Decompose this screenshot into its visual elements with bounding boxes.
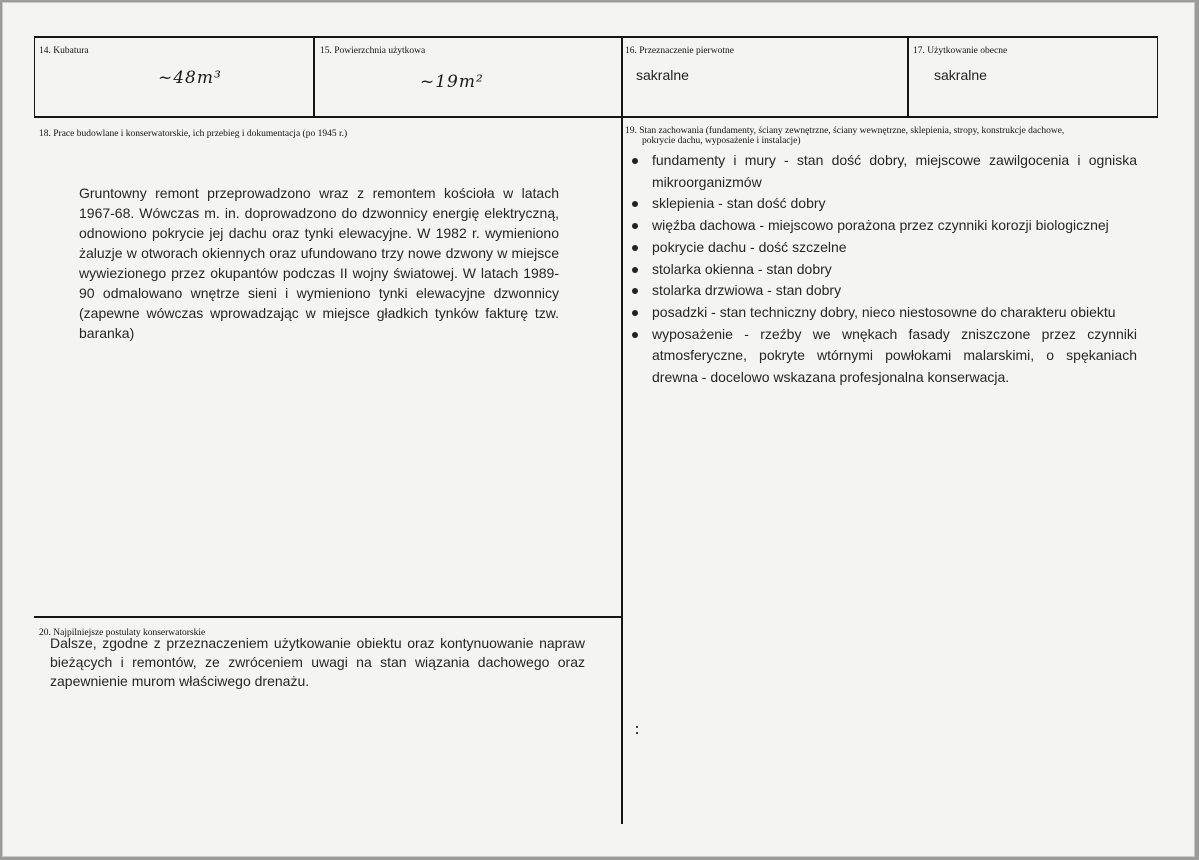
top-border bbox=[34, 36, 1158, 38]
field-16-label: 16. Przeznaczenie pierwotne bbox=[625, 46, 734, 56]
field-15-label: 15. Powierzchnia użytkowa bbox=[320, 46, 426, 56]
field-14-label: 14. Kubatura bbox=[39, 46, 89, 56]
divider-14-15 bbox=[313, 36, 315, 118]
condition-item: stolarka drzwiowa - stan dobry bbox=[632, 280, 1137, 302]
field-16-value: sakralne bbox=[636, 67, 689, 83]
outer-right-border bbox=[1157, 36, 1158, 118]
left-col-divider-row3 bbox=[34, 616, 622, 618]
field-18-label: 18. Prace budowlane i konserwatorskie, ich przebieg i dokumentacja (po 1945 r.) bbox=[39, 129, 348, 139]
bullet-icon bbox=[632, 332, 638, 338]
row1-bottom-border bbox=[34, 116, 1158, 118]
divider-16-17 bbox=[907, 36, 909, 118]
condition-item: więźba dachowa - miejscowo porażona przez czynniki korozji biologicznej bbox=[632, 215, 1137, 237]
field-15-value: ~19m² bbox=[420, 72, 484, 92]
field-17-label: 17. Użytkowanie obecne bbox=[913, 46, 1008, 56]
bullet-icon bbox=[632, 245, 638, 251]
bullet-icon bbox=[632, 267, 638, 273]
field-19-condition-list bbox=[632, 150, 1137, 389]
field-18-text: Gruntowny remont przeprowadzono wraz z remontem kościoła w latach 1967-68. Wówczas m. in. doprowadzono do dzwonnicy energię elektryczną, odnowiono pokrycie jej dachu oraz tynki elewacyjne. W 1982 r. wymieniono żaluzje w otworach okiennych oraz ufundowano trzy nowe dzwony w miejsce wywiezionego przez okupantów podczas II wojny światowej. W latach 1989-90 odmalowano wnętrze sieni i wymieniono tynki elewacyjne dzwonnicy (zapewne wówczas wprowadzając w miejsce gładkich tynków fakturę tzw. baranka) bbox=[79, 185, 559, 341]
condition-item: fundamenty i mury - stan dość dobry, miejscowe zawilgocenia i ogniska mikroorganizmów bbox=[632, 150, 1137, 193]
field-19-label-line2: pokrycie dachu, wyposażenie i instalacje) bbox=[642, 136, 801, 146]
bullet-icon bbox=[632, 288, 638, 294]
field-17-value: sakralne bbox=[934, 67, 987, 83]
field-20-text: Dalsze, zgodne z przeznaczeniem użytkowanie obiektu oraz kontynuowanie napraw bieżących i remontów, ze zwróceniem uwagi na stan wiązania dachowego oraz zapewnienie murom właściwego drenażu. bbox=[50, 635, 585, 689]
condition-item: pokrycie dachu - dość szczelne bbox=[632, 237, 1137, 259]
bullet-icon bbox=[632, 223, 638, 229]
outer-left-border bbox=[34, 36, 35, 118]
field-19-label-line1: 19. Stan zachowania (fundamenty, ściany zewnętrzne, ściany wewnętrzne, sklepienia, stropy, konstrukcje dachowe, bbox=[625, 126, 1065, 136]
center-divider bbox=[621, 36, 623, 824]
bullet-icon bbox=[632, 310, 638, 316]
condition-item: wyposażenie - rzeźby we wnękach fasady zniszczone przez czynniki atmosferyczne, pokryte wtórnymi powłokami malarskimi, o spękaniach drewna - docelowo wskazana profesjonalna konserwacja. bbox=[632, 324, 1137, 389]
field-20-label: 20. Najpilniejsze postulaty konserwatorskie bbox=[39, 628, 206, 638]
field-14-value: ~48m³ bbox=[158, 68, 222, 88]
bullet-icon bbox=[632, 158, 638, 164]
condition-item: stolarka okienna - stan dobry bbox=[632, 259, 1137, 281]
form-sheet bbox=[2, 2, 1195, 857]
condition-item: posadzki - stan techniczny dobry, nieco niestosowne do charakteru obiektu bbox=[632, 302, 1137, 324]
scan-speck-marks bbox=[636, 726, 638, 736]
condition-item: sklepienia - stan dość dobry bbox=[632, 193, 1137, 215]
bullet-icon bbox=[632, 201, 638, 207]
